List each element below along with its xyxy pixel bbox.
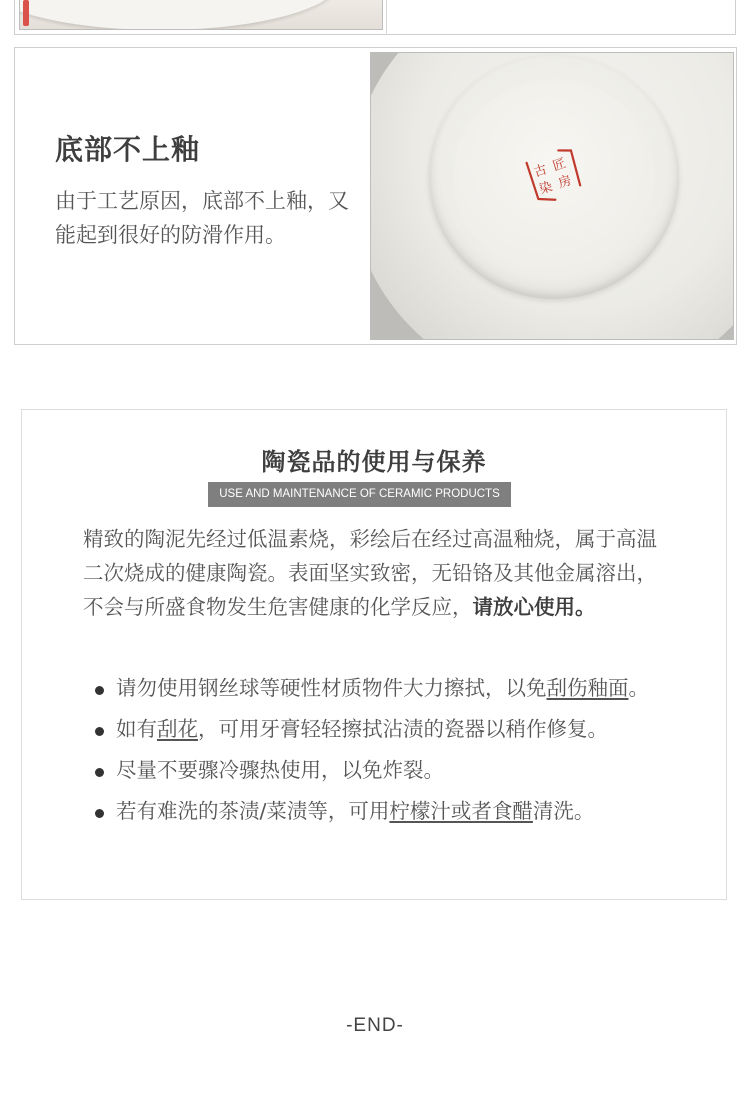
bullet-icon xyxy=(95,727,104,736)
feature-title: 底部不上釉 xyxy=(55,133,201,166)
list-item: 如有刮花，可用牙膏轻轻擦拭沾渍的瓷器以稍作修复。 xyxy=(92,709,649,750)
feature-description: 由于工艺原因，底部不上釉，又能起到很好的防滑作用。 xyxy=(55,189,349,247)
care-paragraph-bold: 请放心使用。 xyxy=(472,595,596,619)
panel-divider xyxy=(386,0,387,34)
ceramic-care-section xyxy=(21,409,727,900)
end-marker: -END- xyxy=(346,1015,404,1036)
bullet-icon xyxy=(95,686,104,695)
list-item: 若有难洗的茶渍/菜渍等，可用柠檬汁或者食醋清洗。 xyxy=(92,791,649,832)
care-subtitle-banner: USE AND MAINTENANCE OF CERAMIC PRODUCTS xyxy=(208,482,511,507)
svg-text:古: 古 xyxy=(531,162,549,181)
svg-text:房: 房 xyxy=(556,173,574,192)
list-item: 尽量不要骤冷骤热使用，以免炸裂。 xyxy=(92,750,649,791)
care-paragraph xyxy=(83,522,668,624)
unglazed-bottom-feature-panel xyxy=(14,47,737,345)
previous-product-photo xyxy=(19,0,383,30)
care-tips-list xyxy=(92,668,649,832)
svg-text:匠: 匠 xyxy=(550,156,568,175)
svg-text:染: 染 xyxy=(537,179,555,198)
care-paragraph-text: 精致的陶泥先经过低温素烧，彩绘后在经过高温釉烧，属于高温二次烧成的健康陶瓷。表面坚实致密，无铅铬及其他金属溶出，不会与所盛食物发生危害健康的化学反应， xyxy=(83,527,657,619)
list-item: 请勿使用钢丝球等硬性材质物件大力擦拭，以免刮伤釉面。 xyxy=(92,668,649,709)
plate-bottom-photo xyxy=(370,52,734,340)
previous-feature-panel xyxy=(14,0,736,35)
care-title: 陶瓷品的使用与保养 xyxy=(261,448,487,476)
bullet-icon xyxy=(95,768,104,777)
bullet-icon xyxy=(95,809,104,818)
